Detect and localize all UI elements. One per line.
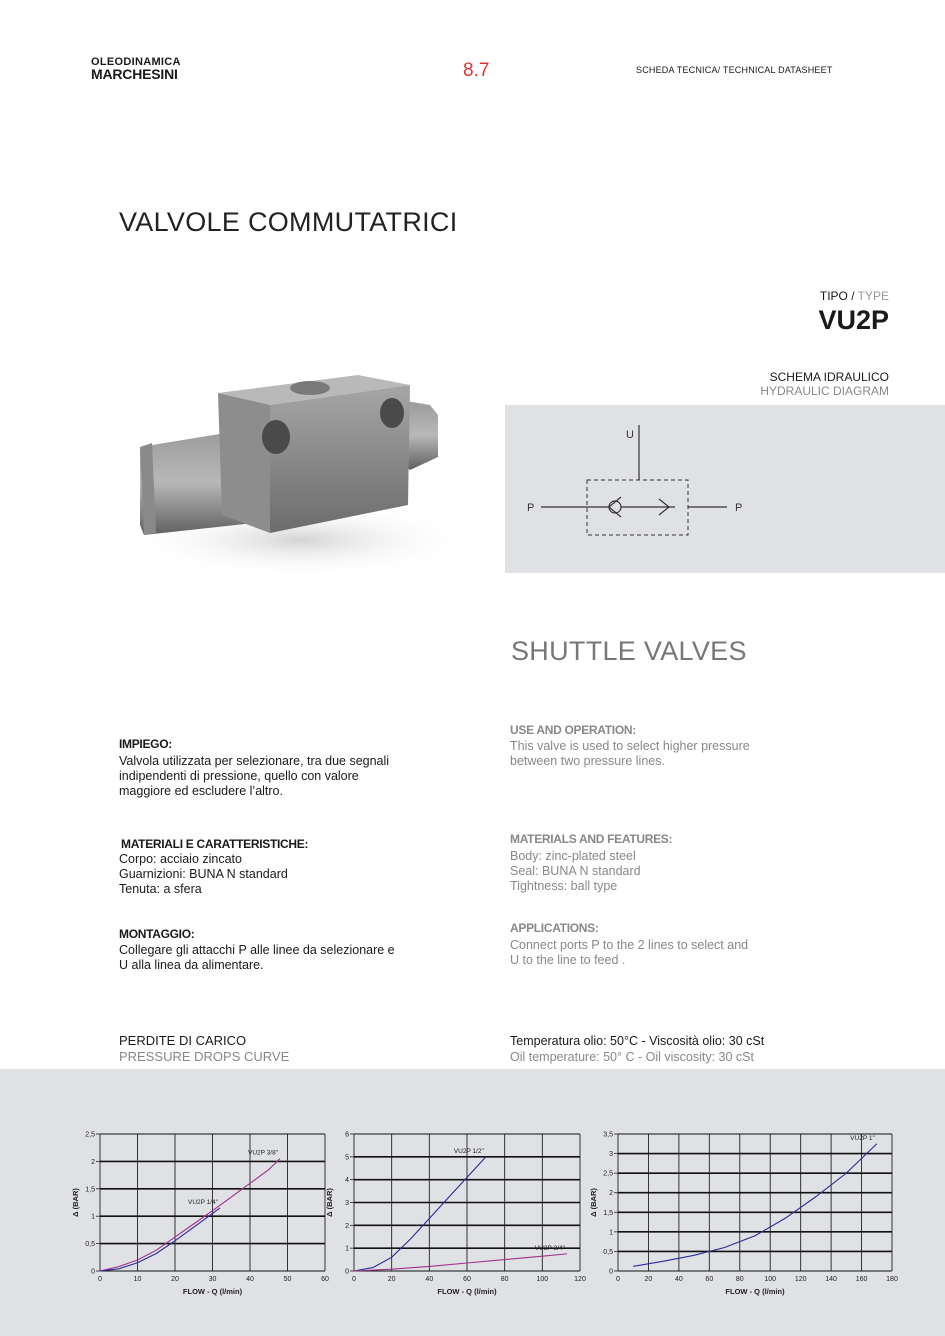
- y-tick-label: 0: [345, 1268, 349, 1276]
- port-p-right-label: P: [735, 502, 743, 514]
- sheet-label: SCHEDA TECNICA/ TECHNICAL DATASHEET: [636, 65, 833, 75]
- temperature-en: Oil temperature: 50° C - Oil viscosity: 30 cSt: [510, 1050, 754, 1064]
- x-axis-label: FLOW - Q (l/min): [725, 1287, 785, 1296]
- x-tick-label: 0: [616, 1276, 620, 1283]
- section-materiali: [121, 837, 461, 897]
- x-tick-label: 120: [794, 1276, 807, 1283]
- y-tick-label: 2: [609, 1190, 613, 1198]
- x-tick-label: 40: [246, 1276, 254, 1283]
- chart-1: [60, 1129, 335, 1304]
- charts-panel: [0, 1069, 945, 1336]
- y-tick-label: 6: [345, 1131, 349, 1139]
- schema-label-it: SCHEMA IDRAULICO: [769, 370, 889, 384]
- hydraulic-diagram: [505, 405, 945, 573]
- ball-check-icon: [609, 501, 621, 513]
- y-tick-label: 5: [345, 1154, 349, 1162]
- x-tick-label: 60: [705, 1276, 714, 1283]
- series-line: [633, 1144, 877, 1267]
- section-line: maggiore ed escludere l’altro.: [119, 784, 283, 798]
- x-tick-label: 60: [463, 1276, 471, 1283]
- valve-product-image: [130, 365, 475, 575]
- x-tick-label: 40: [674, 1276, 683, 1283]
- section-use: [510, 723, 850, 769]
- x-tick-label: 20: [387, 1276, 396, 1283]
- port-p-left-label: P: [527, 502, 535, 514]
- section-heading: USE AND OPERATION:: [510, 723, 636, 737]
- x-tick-label: 40: [425, 1276, 434, 1283]
- y-tick-label: 1: [91, 1213, 95, 1221]
- y-tick-label: 3: [609, 1151, 613, 1159]
- series-label: VU2P 1/2": [453, 1147, 484, 1155]
- y-tick-label: 1: [609, 1229, 613, 1237]
- y-tick-label: 1: [345, 1245, 349, 1253]
- section-heading: MONTAGGIO:: [119, 927, 195, 941]
- x-tick-label: 30: [208, 1276, 217, 1283]
- x-tick-label: 140: [825, 1276, 837, 1283]
- section-line: Collegare gli attacchi P alle linee da selezionare e: [119, 943, 395, 957]
- y-tick-label: 1,5: [85, 1186, 95, 1194]
- section-line: between two pressure lines.: [510, 754, 665, 768]
- y-tick-label: 3,5: [603, 1131, 613, 1139]
- type-label: [820, 289, 889, 303]
- x-tick-label: 160: [855, 1276, 868, 1283]
- section-line: Tightness: ball type: [510, 879, 618, 893]
- temperature-it: Temperatura olio: 50°C - Viscosità olio: 30 cSt: [510, 1034, 765, 1048]
- page-title: VALVOLE COMMUTATRICI: [119, 207, 458, 237]
- section-applications: [510, 921, 850, 968]
- curves-label-en: PRESSURE DROPS CURVE: [119, 1049, 290, 1064]
- chart-2: [318, 1129, 590, 1304]
- y-tick-label: 2,5: [603, 1170, 613, 1178]
- section-line: Valvola utilizzata per selezionare, tra due segnali: [119, 754, 390, 768]
- type-label-en: TYPE: [857, 289, 889, 303]
- schema-label-en: HYDRAULIC DIAGRAM: [760, 384, 889, 398]
- series-label: VU2P 1/4": [187, 1198, 218, 1206]
- section-heading: APPLICATIONS:: [510, 921, 599, 935]
- y-tick-label: 1,5: [603, 1209, 613, 1217]
- y-tick-label: 4: [345, 1177, 349, 1185]
- x-tick-label: 0: [352, 1276, 356, 1283]
- series-line: [354, 1254, 567, 1271]
- x-tick-label: 20: [171, 1276, 179, 1283]
- y-tick-label: 3: [345, 1200, 349, 1207]
- y-tick-label: 0,5: [85, 1241, 95, 1249]
- x-axis-label: FLOW - Q (l/min): [437, 1287, 497, 1296]
- section-impiego: [119, 737, 459, 799]
- section-line: Corpo: acciaio zincato: [119, 852, 242, 866]
- chart-3: [578, 1129, 908, 1304]
- y-axis-label: Δ (BAR): [71, 1188, 80, 1217]
- x-tick-label: 10: [133, 1276, 142, 1283]
- series-line: [100, 1159, 280, 1271]
- page-number: 8.7: [463, 60, 490, 81]
- x-tick-label: 60: [321, 1276, 329, 1283]
- x-tick-label: 180: [886, 1276, 898, 1283]
- curves-label-it: PERDITE DI CARICO: [119, 1033, 247, 1048]
- x-axis-label: FLOW - Q (l/min): [182, 1287, 243, 1296]
- y-axis-label: Δ (BAR): [589, 1188, 598, 1217]
- section-line: Seal: BUNA N standard: [510, 864, 641, 878]
- section-line: U to the line to feed .: [510, 953, 626, 967]
- y-tick-label: 2: [91, 1158, 95, 1166]
- x-tick-label: 80: [500, 1276, 509, 1283]
- section-line: indipendenti di pressione, quello con valore: [119, 769, 359, 783]
- section-line: Connect ports P to the 2 lines to select and: [510, 938, 749, 952]
- section-montaggio: [119, 927, 459, 973]
- section-heading: MATERIALI E CARATTERISTICHE:: [121, 837, 309, 851]
- section-heading: MATERIALS AND FEATURES:: [510, 832, 673, 846]
- y-axis-label: Δ (BAR): [325, 1188, 334, 1217]
- section-line: U alla linea da alimentare.: [119, 958, 264, 972]
- x-tick-label: 100: [764, 1276, 777, 1283]
- section-line: Body: zinc-plated steel: [510, 849, 636, 863]
- series-label: VU2P 1": [850, 1134, 875, 1142]
- series-label: VU2P 3/4": [534, 1244, 565, 1252]
- section-materials: [510, 832, 850, 894]
- section-heading: IMPIEGO:: [119, 737, 172, 751]
- brand-line1: OLEODINAMICA: [91, 56, 181, 68]
- x-tick-label: 0: [98, 1276, 102, 1283]
- subtitle-en: SHUTTLE VALVES: [511, 636, 747, 666]
- x-tick-label: 120: [574, 1276, 586, 1283]
- x-tick-label: 100: [536, 1276, 549, 1283]
- brand-logo-text: MARCHESINI: [91, 66, 178, 82]
- model-code: VU2P: [818, 305, 889, 335]
- x-tick-label: 50: [283, 1276, 292, 1283]
- hydraulic-diagram-panel: [505, 405, 945, 573]
- section-line: Tenuta: a sfera: [119, 882, 202, 896]
- series-label: VU2P 3/8": [247, 1149, 278, 1157]
- y-tick-label: 0,5: [603, 1248, 613, 1256]
- series-line: [354, 1157, 486, 1271]
- y-tick-label: 0: [609, 1268, 613, 1276]
- section-line: This valve is used to select higher pressure: [510, 739, 750, 753]
- y-tick-label: 2: [345, 1222, 349, 1230]
- y-tick-label: 0: [91, 1268, 95, 1276]
- y-tick-label: 2,5: [85, 1131, 95, 1139]
- port-u-label: U: [626, 429, 634, 441]
- x-tick-label: 20: [644, 1276, 653, 1283]
- x-tick-label: 80: [735, 1276, 744, 1283]
- type-label-it: TIPO /: [819, 289, 855, 303]
- section-line: Guarnizioni: BUNA N standard: [119, 867, 288, 881]
